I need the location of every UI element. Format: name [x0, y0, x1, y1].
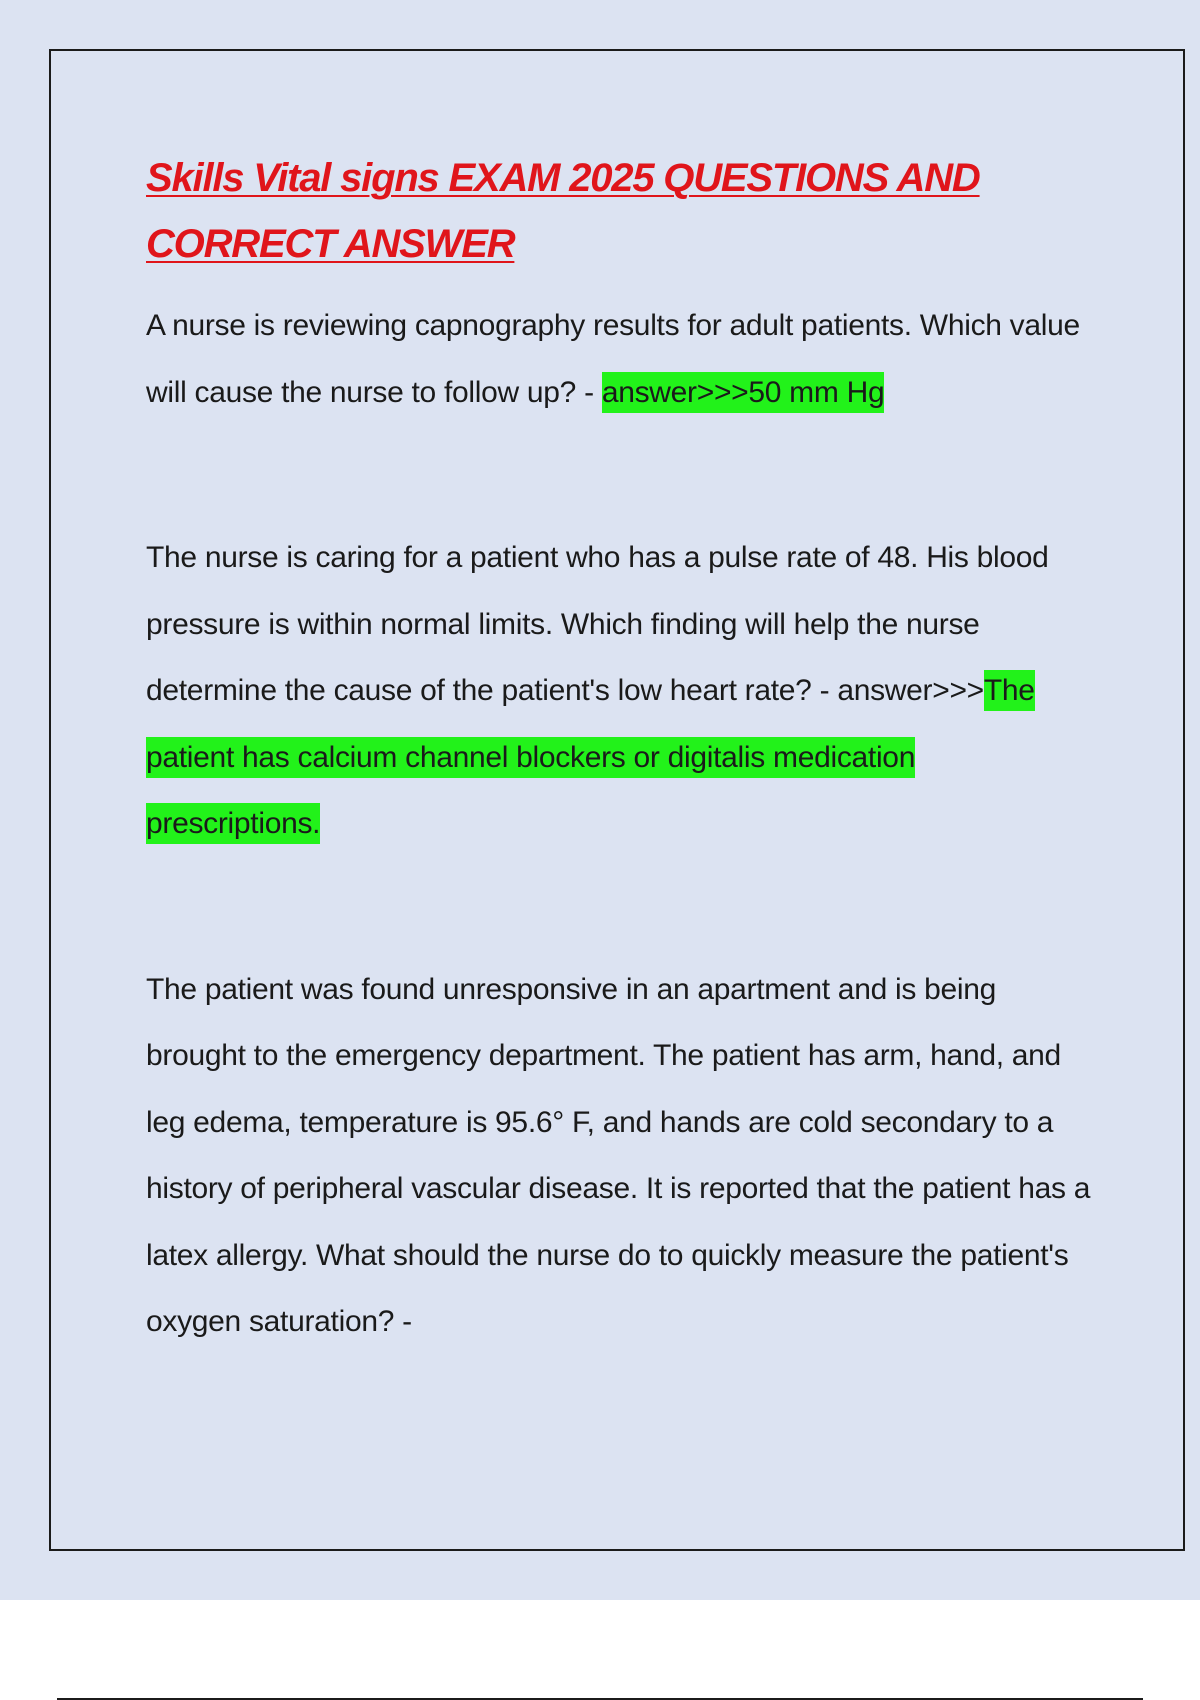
- question-1-text: A nurse is reviewing capnography results for adult patients. Which value will cause the nurse to follow up? -: [146, 309, 1080, 409]
- question-1: [146, 293, 1096, 426]
- question-2: [146, 525, 1096, 858]
- answer-2-highlight: The patient has calcium channel blockers or digitalis medication prescriptions.: [146, 670, 1035, 844]
- answer-1-highlight: answer>>>50 mm Hg: [602, 372, 885, 413]
- answer-2-prefix: answer>>>: [837, 674, 984, 707]
- document-body: [146, 145, 1096, 1356]
- document-title: Skills Vital signs EXAM 2025 QUESTIONS AND CORRECT ANSWER: [146, 156, 980, 266]
- question-3-text: The patient was found unresponsive in an apartment and is being brought to the emergency department. The patient has arm, hand, and leg edema, temperature is 95.6° F, and hands are cold secondary to a history of peripheral vascular disease. It is reported that the patient has a latex allergy. What should the nurse do to quickly measure the patient's oxygen saturation? -: [146, 972, 1091, 1338]
- question-3: [146, 957, 1096, 1356]
- question-2-text: The nurse is caring for a patient who has a pulse rate of 48. His blood pressure is within normal limits. Which finding will help the nurse determine the cause of the patient's low heart rate? -: [146, 541, 1049, 707]
